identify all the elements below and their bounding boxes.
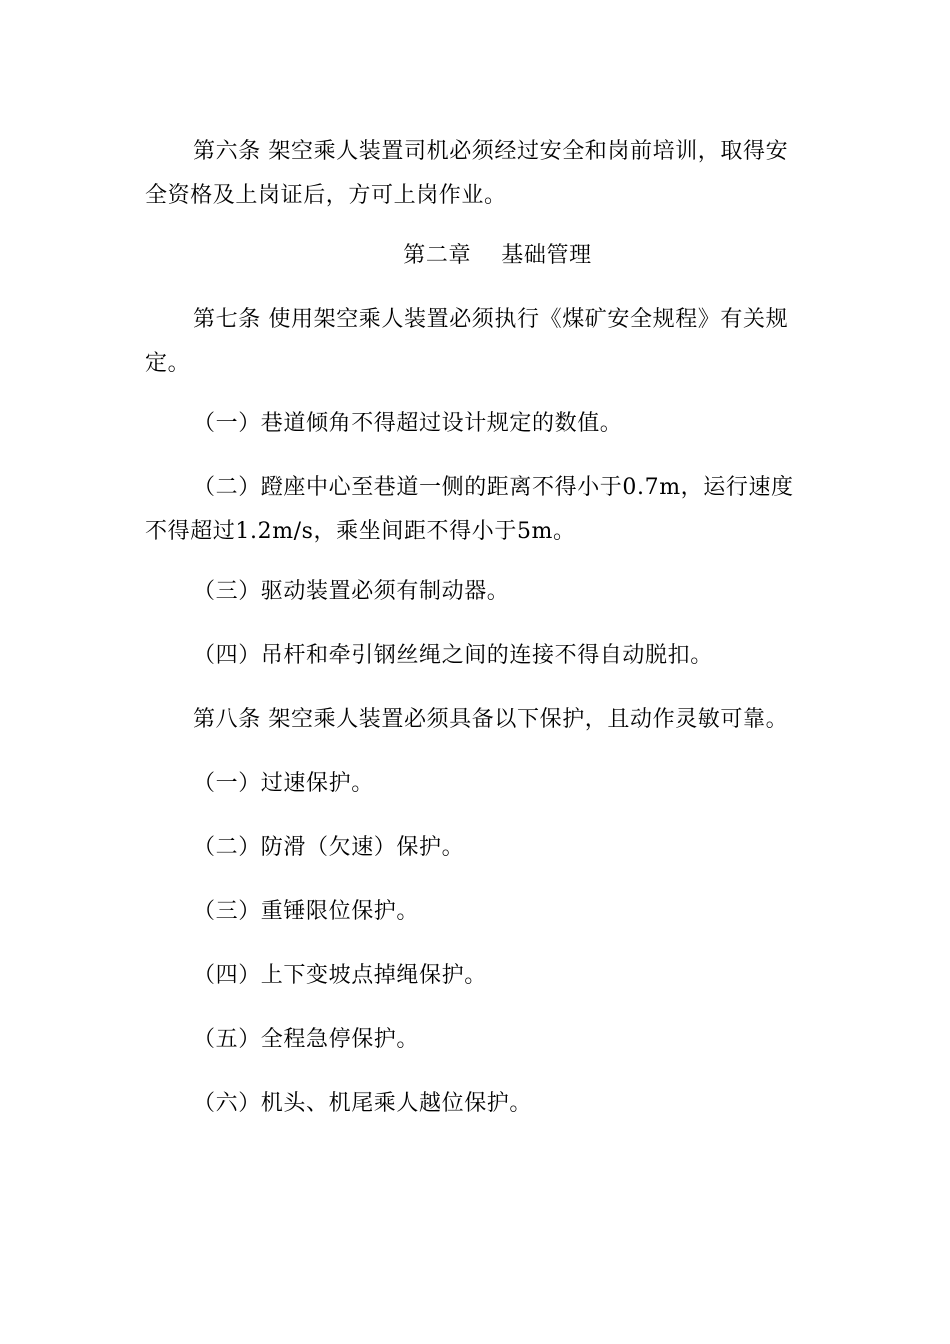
article-6-paragraph: 第六条 架空乘人装置司机必须经过安全和岗前培训，取得安全资格及上岗证后，方可上岗作业。 bbox=[145, 139, 789, 208]
article-7-item-4: （四）吊杆和牵引钢丝绳之间的连接不得自动脱扣。 bbox=[193, 643, 713, 668]
article-7-item-3: （三）驱动装置必须有制动器。 bbox=[193, 579, 510, 604]
article-7-item-2: （二）蹬座中心至巷道一侧的距离不得小于0.7m，运行速度不得超过1.2m/s，乘坐间距不得小于5m。 bbox=[145, 475, 794, 544]
article-8-item-6: （六）机头、机尾乘人越位保护。 bbox=[193, 1091, 533, 1116]
article-7-paragraph: 第七条 使用架空乘人装置必须执行《煤矿安全规程》有关规定。 bbox=[145, 307, 789, 376]
article-8-item-3: （三）重锤限位保护。 bbox=[193, 899, 420, 924]
article-8-item-2: （二）防滑（欠速）保护。 bbox=[193, 835, 465, 860]
chapter-2-heading: 第二章 基础管理 bbox=[403, 243, 592, 268]
article-8-paragraph: 第八条 架空乘人装置必须具备以下保护，且动作灵敏可靠。 bbox=[193, 707, 789, 732]
article-8-item-4: （四）上下变坡点掉绳保护。 bbox=[193, 963, 487, 988]
article-8-item-5: （五）全程急停保护。 bbox=[193, 1027, 420, 1052]
article-7-item-1: （一）巷道倾角不得超过设计规定的数值。 bbox=[193, 411, 623, 436]
article-8-item-1: （一）过速保护。 bbox=[193, 771, 374, 796]
